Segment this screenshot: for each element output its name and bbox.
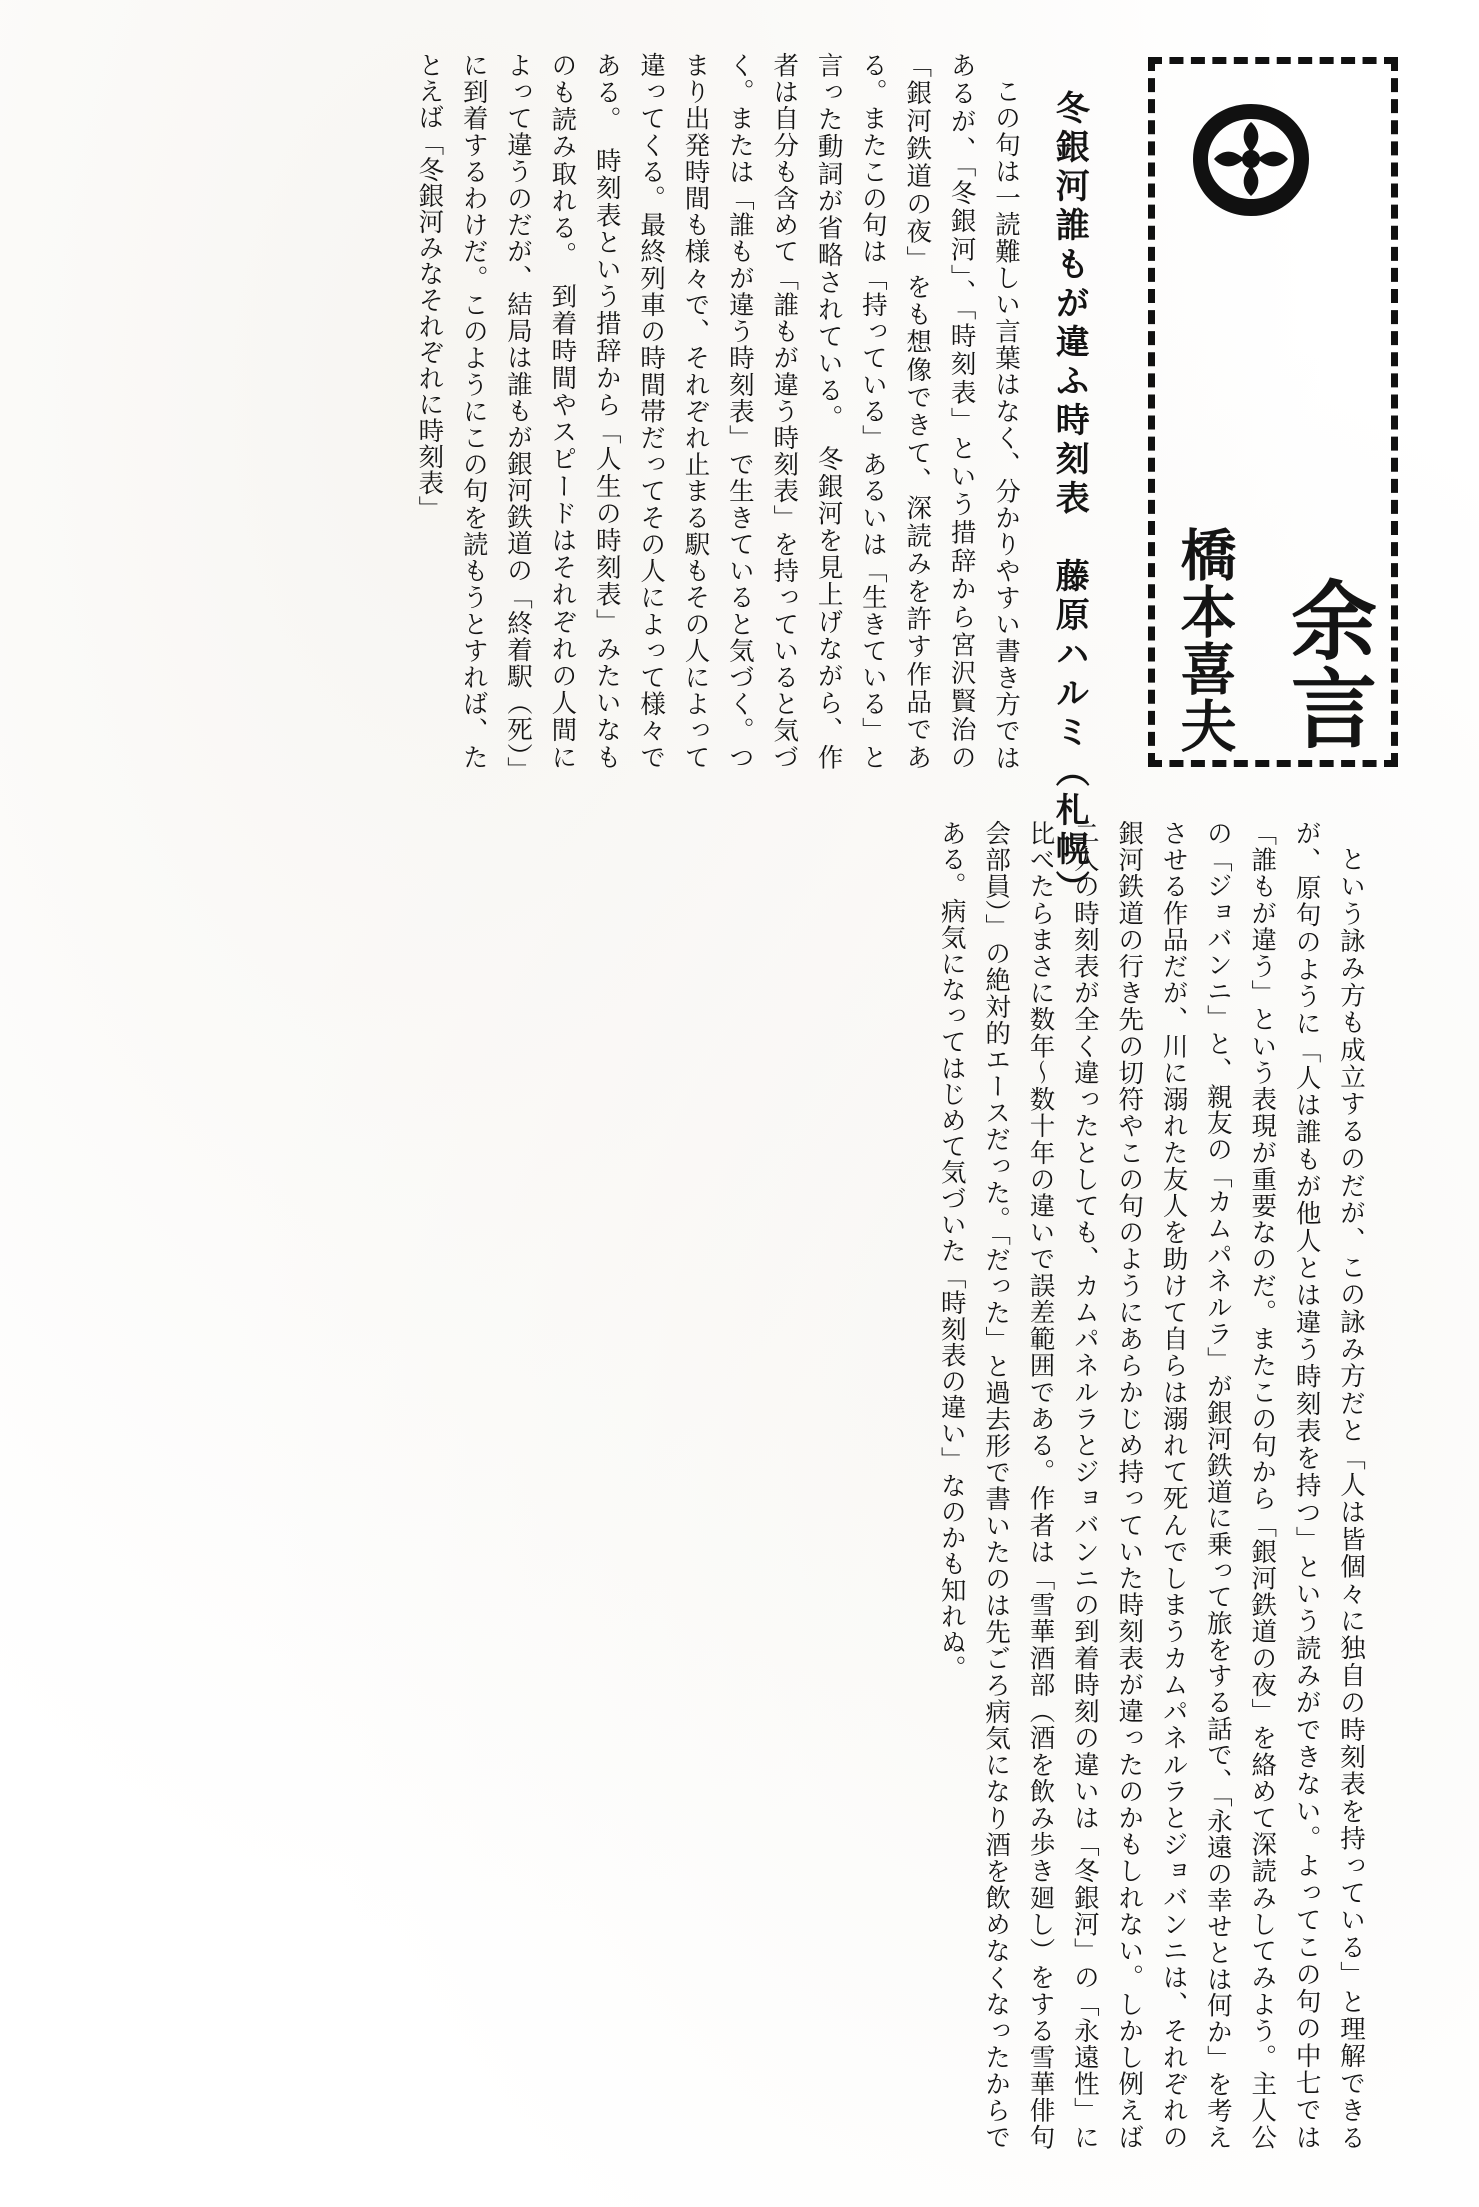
essay-paragraph: この句は一読難しい言葉はなく、分かりやすい書き方ではあるが、「冬銀河」、「時刻表」という措辞から宮沢賢治の「銀河鉄道の夜」をも想像できて、深読みを許す作品である。またこの句は「持っている」あるいは「生きている」と言った動詞が省略されている。 冬銀河を見上げながら、作者は自分も含めて「誰もが違う時刻表」を持っていると気づく。または「誰もが違う時刻表」で生きていると気づく。つまり出発時間も様々で、それぞれ止まる駅もその人によって違ってくる。最終列車の時間帯だってその人によって様々である。 時刻表という措辞から「人生の時刻表」みたいなものも読み取れる。 到着時間やスピードはそれぞれの人間によって違うのだが、結局は誰もが銀河鉄道の「終着駅（死）」に到着するわけだ。このようにこの句を読もうとすれば、たとえば「冬銀河みなそれぞれに時刻表」 [415, 52, 1021, 770]
wheel-crest-icon [1191, 102, 1311, 218]
haiku-headline: 冬銀河誰もが違ふ時刻表 藤原ハルミ（札幌） [1050, 90, 1088, 909]
column-author-name: 橋本喜夫 [1172, 526, 1235, 754]
essay-body-lower [205, 820, 1373, 2150]
title-cartouche [1148, 57, 1398, 767]
essay-body-upper [38, 52, 1028, 770]
essay-paragraph: という詠み方も成立するのだが、この詠み方だと「人は皆個々に独自の時刻表を持っている」と理解できるが、原句のように「人は誰もが他人とは違う時刻表を持つ」という読みができない。よってこの句の中七では「誰もが違う」という表現が重要なのだ。またこの句から「銀河鉄道の夜」を絡めて深読みしてみよう。主人公の「ジョバンニ」と、親友の「カムパネルラ」が銀河鉄道に乗って旅をする話で、「永遠の幸せとは何か」を考えさせる作品だが、川に溺れた友人を助けて自らは溺れて死んでしまうカムパネルラとジョバンニは、それぞれの銀河鉄道の行き先の切符やこの句のようにあらかじめ持っていた時刻表が違ったのかもしれない。しかし例えば二人の時刻表が全く違ったとしても、カムパネルラとジョバンニの到着時刻の違いは「冬銀河」の「永遠性」に比べたらまさに数年～数十年の違いで誤差範囲である。作者は「雪華酒部（酒を飲み歩き廻し）をする雪華俳句会部員）」の絶対的エースだった。「だった」と過去形で書いたのは先ごろ病気になり酒を飲めなくなったからである。病気になってはじめて気づいた「時刻表の違い」なのかも知れぬ。 [937, 820, 1366, 2150]
page-title: 余言 [1278, 576, 1374, 752]
